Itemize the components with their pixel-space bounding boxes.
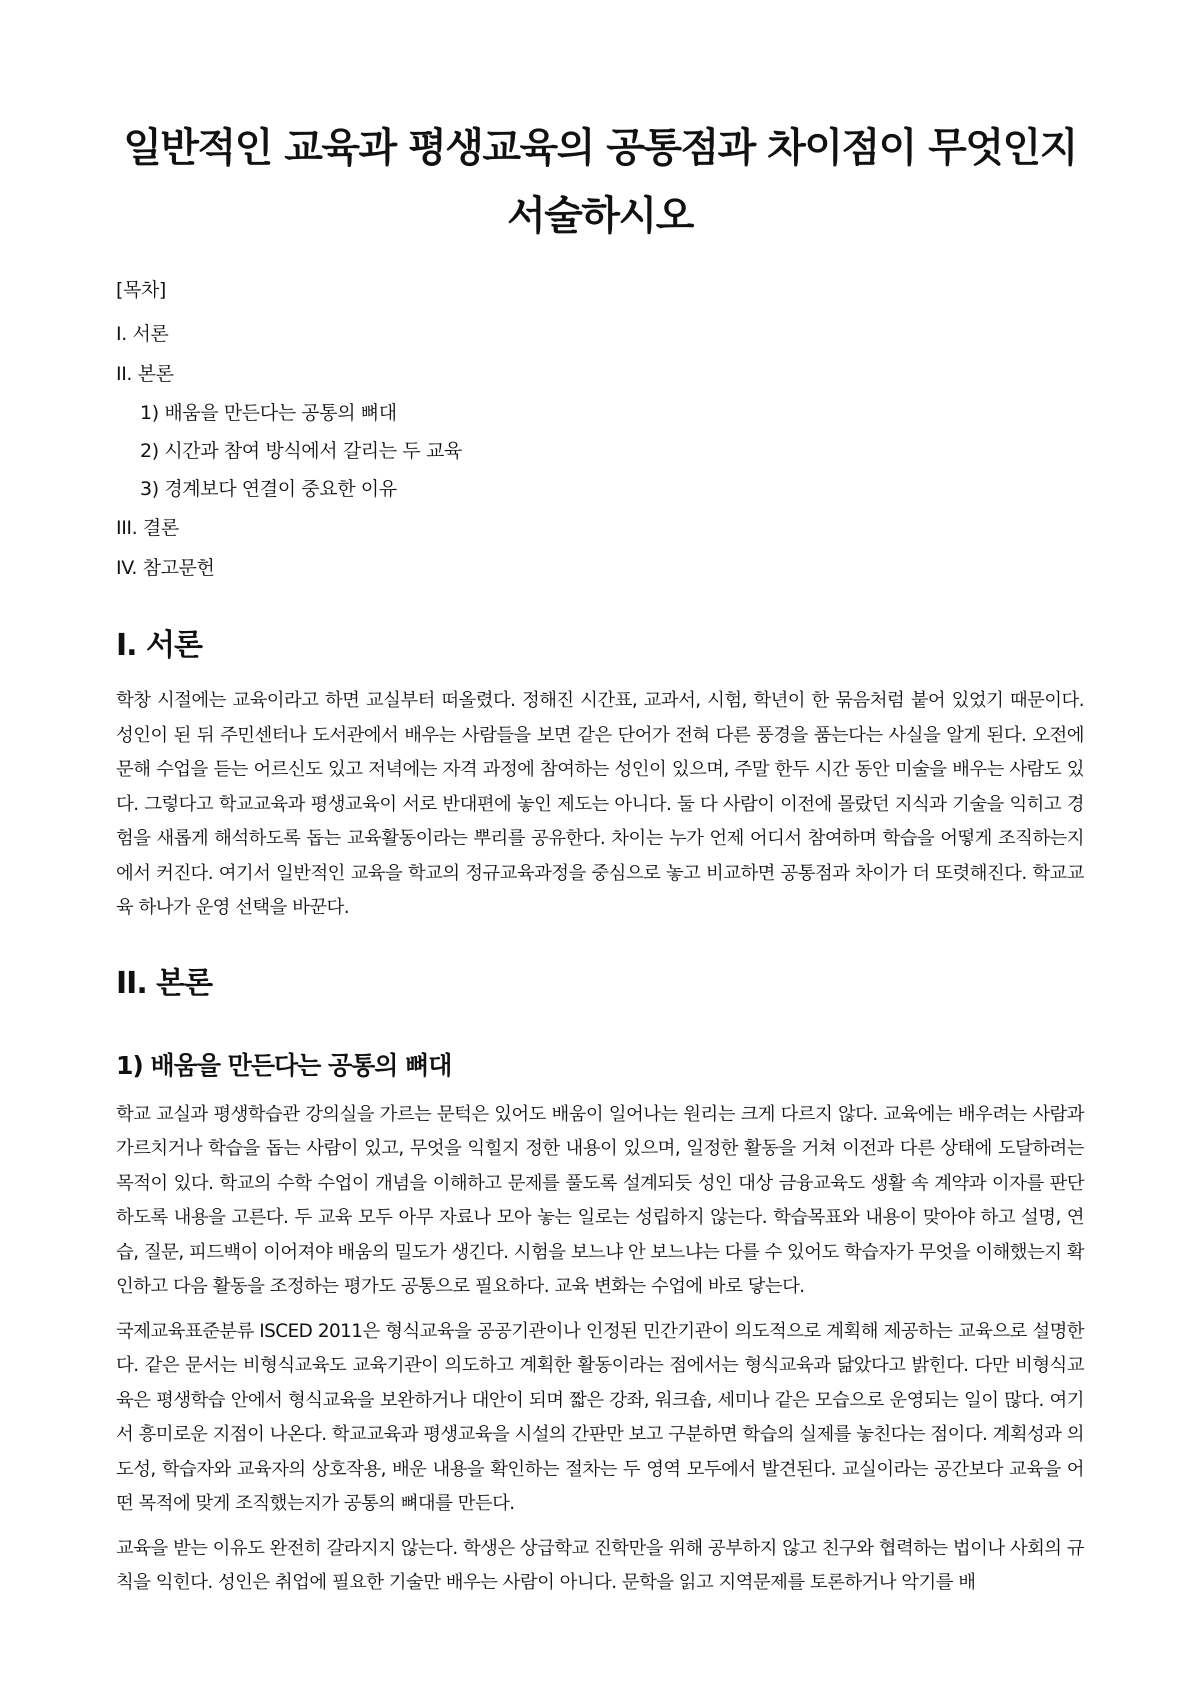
toc-item-intro: I. 서론 (116, 323, 169, 345)
document-title: 일반적인 교육과 평생교육의 공통점과 차이점이 무엇인지 서술하시오 (123, 125, 1077, 239)
toc-item-conclusion: III. 결론 (116, 517, 179, 539)
section-heading-body: II. 본론 (116, 965, 213, 1001)
body-paragraph: 국제교육표준분류 ISCED 2011은 형식교육을 공공기관이나 인정된 민간기관이 의도적으로 계획해 제공하는 교육으로 설명한다. 같은 문서는 비형식교육도 교육기관이 의도하고 계획한 활동이라는 점에서는 형식교육과 닮았다고 밝힌다. 다만 비형식교육은 평생학습 안에서 형식교육을 보완하거나 대안이 되며 짧은 강좌, 워크숍, 세미나 같은 모습으로 운영되는 일이 많다. 여기서 흥미로운 지점이 나온다. 학교교육과 평생교육을 시설의 간판만 보고 구분하면 학습의 실제를 놓친다는 점이다. 계획성과 의도성, 학습자와 교육자의 상호작용, 배운 내용을 확인하는 절차는 두 영역 모두에서 발견된다. 교실이라는 공간보다 교육을 어떤 목적에 맞게 조직했는지가 공통의 뼈대를 만든다. (116, 1320, 1085, 1514)
toc-heading: [목차] (116, 279, 166, 301)
body-paragraph: 학교 교실과 평생학습관 강의실을 가르는 문턱은 있어도 배움이 일어나는 원리는 크게 다르지 않다. 교육에는 배우려는 사람과 가르치거나 학습을 돕는 사람이 있고, 무엇을 익힐지 정한 내용이 있으며, 일정한 활동을 거쳐 이전과 다른 상태에 도달하려는 목적이 있다. 학교의 수학 수업이 개념을 이해하고 문제를 풀도록 설계되듯 성인 대상 금융교육도 생활 속 계약과 이자를 판단하도록 내용을 고른다. 두 교육 모두 아무 자료나 모아 놓는 일로는 성립하지 않는다. 학습목표와 내용이 맞아야 하고 설명, 연습, 질문, 피드백이 이어져야 배움의 밀도가 생긴다. 시험을 보느냐 안 보느냐는 다를 수 있어도 학습자가 무엇을 이해했는지 확인하고 다음 활동을 조정하는 평가도 공통으로 필요하다. 교육 변화는 수업에 바로 닿는다. (116, 1103, 1084, 1297)
subsection-heading-1: 1) 배움을 만든다는 공통의 뼈대 (116, 1050, 452, 1080)
toc-item-body: II. 본론 (116, 363, 174, 385)
toc-item-body-2: 2) 시간과 참여 방식에서 갈리는 두 교육 (140, 440, 462, 462)
toc-item-references: IV. 참고문헌 (116, 557, 215, 579)
toc-item-body-1: 1) 배움을 만든다는 공통의 뼈대 (140, 402, 397, 424)
body-paragraph: 교육을 받는 이유도 완전히 갈라지지 않는다. 학생은 상급학교 진학만을 위해 공부하지 않고 친구와 협력하는 법이나 사회의 규칙을 익힌다. 성인은 취업에 필요한 기술만 배우는 사람이 아니다. 문학을 읽고 지역문제를 토론하거나 악기를 배 (116, 1537, 1085, 1593)
toc-item-body-3: 3) 경계보다 연결이 중요한 이유 (140, 478, 397, 500)
section-heading-intro: I. 서론 (116, 628, 202, 663)
table-of-contents (116, 270, 1084, 588)
intro-paragraph: 학창 시절에는 교육이라고 하면 교실부터 떠올렸다. 정해진 시간표, 교과서, 시험, 학년이 한 묶음처럼 붙어 있었기 때문이다. 성인이 된 뒤 주민센터나 도서관에서 배우는 사람들을 보면 같은 단어가 전혀 다른 풍경을 품는다는 사실을 알게 된다. 오전에 문해 수업을 듣는 어르신도 있고 저녁에는 자격 과정에 참여하는 성인이 있으며, 주말 한두 시간 동안 미술을 배우는 사람도 있다. 그렇다고 학교교육과 평생교육이 서로 반대편에 놓인 제도는 아니다. 둘 다 사람이 이전에 몰랐던 지식과 기술을 익히고 경험을 새롭게 해석하도록 돕는 교육활동이라는 뿌리를 공유한다. 차이는 누가 언제 어디서 참여하며 학습을 어떻게 조직하는지에서 커진다. 여기서 일반적인 교육을 학교의 정규교육과정을 중심으로 놓고 비교하면 공통점과 차이가 더 또렷해진다. 학교교육 하나가 운영 선택을 바꾼다. (116, 690, 1084, 918)
